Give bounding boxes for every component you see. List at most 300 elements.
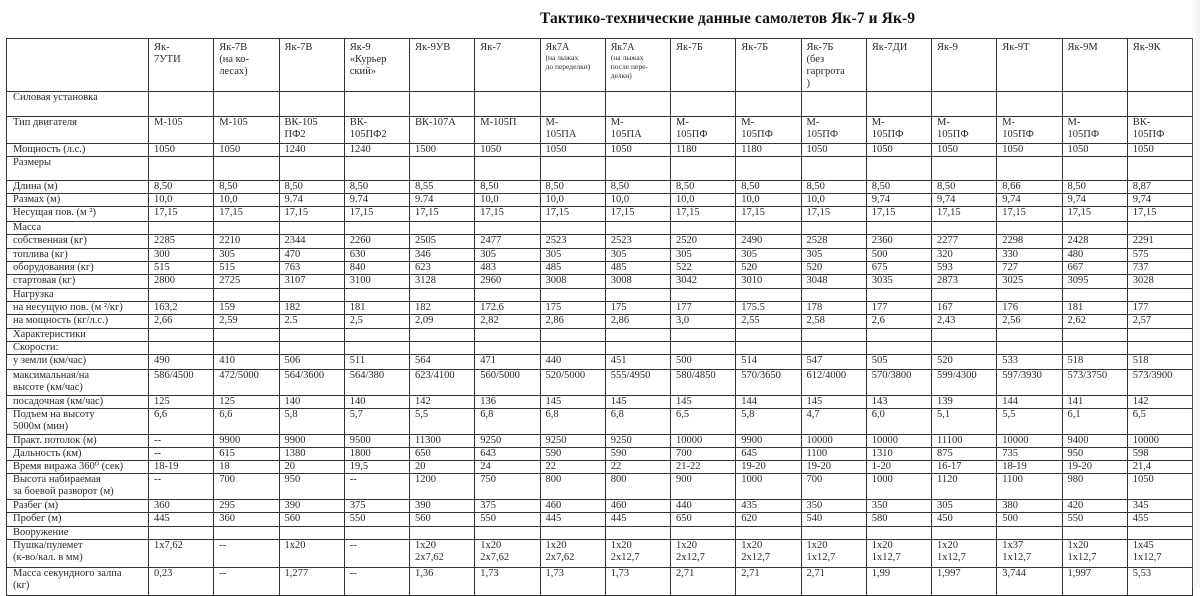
value-cell: М-105П [475,117,540,144]
value-cell [344,157,409,181]
value-cell: 8,50 [671,181,736,194]
value-cell: 1,997 [1062,568,1127,596]
value-cell: 8,50 [344,181,409,194]
value-cell: 1x20 2x7,62 [540,540,605,568]
value-cell [540,157,605,181]
value-cell: 167 [932,302,997,315]
value-cell: 305 [932,500,997,513]
value-cell: 700 [671,448,736,461]
section-row [7,222,1193,235]
value-cell [214,289,279,302]
value-cell [605,222,670,235]
value-cell: 22 [605,461,670,474]
value-cell [475,527,540,540]
value-cell [736,527,801,540]
value-cell: 1240 [279,144,344,157]
value-cell: 8,50 [932,181,997,194]
row-label: Мощность (л.с.) [7,144,149,157]
value-cell [1127,92,1192,117]
value-cell: 1180 [671,144,736,157]
value-cell: 17,15 [671,207,736,222]
section-row [7,289,1193,302]
value-cell: 172.6 [475,302,540,315]
value-cell: 980 [1062,474,1127,500]
row-label: максимальная/на высоте (км/час) [7,370,149,396]
value-cell [866,527,931,540]
value-cell [801,527,866,540]
value-cell: 10,0 [736,194,801,207]
value-cell: 650 [410,448,475,461]
value-cell: 178 [801,302,866,315]
value-cell: 420 [1062,500,1127,513]
value-cell: 800 [540,474,605,500]
value-cell: 515 [214,262,279,275]
value-cell: 3010 [736,275,801,289]
value-cell [671,222,736,235]
table-row [7,461,1193,474]
row-label: Разбег (м) [7,500,149,513]
value-cell: 10,0 [801,194,866,207]
value-cell: 550 [1062,513,1127,527]
value-cell: 6,1 [1062,409,1127,435]
value-cell: 1050 [149,144,214,157]
value-cell: ВК- 105ПФ2 [344,117,409,144]
value-cell: 182 [410,302,475,315]
value-cell: 2,71 [736,568,801,596]
value-cell: 145 [605,396,670,409]
value-cell [801,157,866,181]
value-cell: 24 [475,461,540,474]
value-cell [540,222,605,235]
value-cell: 800 [605,474,670,500]
value-cell [475,289,540,302]
value-cell: 547 [801,355,866,370]
value-cell: 305 [605,249,670,262]
value-cell: 518 [1127,355,1192,370]
value-cell: 18 [214,461,279,474]
value-cell: 3128 [410,275,475,289]
value-cell: 142 [410,396,475,409]
row-label: на мощность (кг/л.с.) [7,315,149,329]
column-header: Як-7Б [736,39,801,92]
value-cell [214,92,279,117]
value-cell: 360 [214,513,279,527]
value-cell: 8,50 [540,181,605,194]
value-cell: 460 [605,500,670,513]
value-cell: 17,15 [605,207,670,222]
value-cell: 305 [801,249,866,262]
value-cell: 140 [279,396,344,409]
value-cell [997,222,1062,235]
value-cell: 9,74 [1062,194,1127,207]
value-cell: 560/5000 [475,370,540,396]
value-cell: 533 [997,355,1062,370]
column-header: Як-7ДИ [866,39,931,92]
value-cell: 8,87 [1127,181,1192,194]
value-cell [866,222,931,235]
page-title: Тактико-технические данные самолетов Як-7 и Як-9 [540,10,916,27]
value-cell: 6,0 [866,409,931,435]
row-label: Подъем на высоту 5000м (мин) [7,409,149,435]
value-cell: 2277 [932,235,997,249]
value-cell: 6,8 [475,409,540,435]
value-cell: 506 [279,355,344,370]
value-cell: 10,0 [475,194,540,207]
value-cell: 0,23 [149,568,214,596]
value-cell: М-105 [214,117,279,144]
row-label: Время виража 360⁰ (сек) [7,461,149,474]
table-row [7,235,1193,249]
value-cell: 177 [671,302,736,315]
row-label: Длина (м) [7,181,149,194]
value-cell: 350 [866,500,931,513]
value-cell [279,92,344,117]
value-cell: 550 [344,513,409,527]
value-cell: М- 105ПА [605,117,670,144]
value-cell: 410 [214,355,279,370]
value-cell: 17,15 [214,207,279,222]
value-cell: -- [214,568,279,596]
value-cell: 440 [540,355,605,370]
value-cell: 2,56 [997,315,1062,329]
value-cell: 5,8 [736,409,801,435]
value-cell [475,157,540,181]
table-row [7,181,1193,194]
value-cell: 555/4950 [605,370,670,396]
value-cell [214,222,279,235]
value-cell: 9.74 [410,194,475,207]
value-cell: 346 [410,249,475,262]
value-cell: 140 [344,396,409,409]
value-cell: 9,74 [866,194,931,207]
value-cell [344,342,409,355]
value-cell [540,92,605,117]
value-cell [1062,527,1127,540]
value-cell: 1310 [866,448,931,461]
value-cell: 10,0 [214,194,279,207]
table-row [7,315,1193,329]
value-cell: 2523 [540,235,605,249]
value-cell [997,289,1062,302]
value-cell: 1380 [279,448,344,461]
value-cell [1127,289,1192,302]
value-cell: 10,0 [540,194,605,207]
row-label: Пробег (м) [7,513,149,527]
value-cell: 125 [149,396,214,409]
value-cell: 2,57 [1127,315,1192,329]
table-row [7,435,1193,448]
value-cell: 8,50 [279,181,344,194]
value-cell: 6,6 [149,409,214,435]
value-cell [149,329,214,342]
value-cell [997,527,1062,540]
value-cell: 560 [279,513,344,527]
value-cell: 10000 [671,435,736,448]
value-cell: 21-22 [671,461,736,474]
value-cell: 3025 [997,275,1062,289]
value-cell: 518 [1062,355,1127,370]
value-cell [671,157,736,181]
value-cell: 3008 [605,275,670,289]
table-row [7,568,1193,596]
value-cell: 564 [410,355,475,370]
table-row [7,275,1193,289]
value-cell: 2210 [214,235,279,249]
value-cell: 5,5 [997,409,1062,435]
table-row [7,448,1193,461]
column-header: Як-7Б (без гаргрота ) [801,39,866,92]
value-cell: 750 [475,474,540,500]
value-cell [997,329,1062,342]
value-cell: 2360 [866,235,931,249]
value-cell: 19-20 [736,461,801,474]
value-cell [932,342,997,355]
value-cell: 472/5000 [214,370,279,396]
value-cell [736,329,801,342]
value-cell: 181 [1062,302,1127,315]
value-cell: 1x20 1x12,7 [801,540,866,568]
value-cell: 305 [475,249,540,262]
value-cell: -- [149,448,214,461]
value-cell: 445 [540,513,605,527]
value-cell: 8,55 [410,181,475,194]
value-cell: 460 [540,500,605,513]
table-row [7,370,1193,396]
value-cell: 305 [736,249,801,262]
value-cell [149,157,214,181]
value-cell: 21,4 [1127,461,1192,474]
value-cell: 5,1 [932,409,997,435]
value-cell: 163,2 [149,302,214,315]
value-cell: 2298 [997,235,1062,249]
value-cell: 9250 [475,435,540,448]
value-cell: 2960 [475,275,540,289]
value-cell: 305 [214,249,279,262]
value-cell: 17,15 [997,207,1062,222]
value-cell: 440 [671,500,736,513]
value-cell [214,329,279,342]
value-cell: М-105 [149,117,214,144]
value-cell [279,157,344,181]
value-cell [540,527,605,540]
value-cell: 175 [540,302,605,315]
column-header: Як-9УВ [410,39,475,92]
value-cell [214,342,279,355]
value-cell: 2477 [475,235,540,249]
value-cell: 19-20 [801,461,866,474]
value-cell: 2344 [279,235,344,249]
row-label: посадочная (км/час) [7,396,149,409]
value-cell: 11300 [410,435,475,448]
value-cell [149,342,214,355]
value-cell: 1,36 [410,568,475,596]
value-cell: 9250 [605,435,670,448]
value-cell: 900 [671,474,736,500]
value-cell: 8,66 [997,181,1062,194]
value-cell: 520 [736,262,801,275]
value-cell: 564/380 [344,370,409,396]
value-cell: 2873 [932,275,997,289]
value-cell: 1,73 [605,568,670,596]
scan-shadow [1190,0,1200,588]
value-cell: 500 [866,249,931,262]
value-cell [736,92,801,117]
value-cell: 615 [214,448,279,461]
table-row [7,500,1193,513]
header-row [7,39,1193,92]
value-cell: 175 [605,302,670,315]
row-label: Тип двигателя [7,117,149,144]
column-header: Як-7В (на ко- лесах) [214,39,279,92]
row-label: топлива (кг) [7,249,149,262]
value-cell [605,92,670,117]
value-cell [214,527,279,540]
value-cell: 2490 [736,235,801,249]
value-cell: 6,8 [540,409,605,435]
value-cell: 8,50 [605,181,670,194]
value-cell: 455 [1127,513,1192,527]
value-cell: 2,86 [605,315,670,329]
value-cell: М- 105ПФ [932,117,997,144]
value-cell: 623 [410,262,475,275]
value-cell: 8,50 [736,181,801,194]
value-cell [475,342,540,355]
value-cell: 2,6 [866,315,931,329]
value-cell [1062,342,1127,355]
value-cell: 1x20 2x7,62 [475,540,540,568]
value-cell: -- [344,540,409,568]
value-cell: 9250 [540,435,605,448]
value-cell: 9500 [344,435,409,448]
row-label: Высота набираемая за боевой разворот (м) [7,474,149,500]
value-cell: 598 [1127,448,1192,461]
value-cell: 560 [410,513,475,527]
value-cell: 490 [149,355,214,370]
value-cell: 2,09 [410,315,475,329]
value-cell: 9900 [279,435,344,448]
value-cell: 19-20 [1062,461,1127,474]
value-cell: 2523 [605,235,670,249]
value-cell: 375 [344,500,409,513]
value-cell: 17,15 [1062,207,1127,222]
value-cell: 480 [1062,249,1127,262]
value-cell [344,289,409,302]
value-cell: 1800 [344,448,409,461]
value-cell: 667 [1062,262,1127,275]
value-cell [671,289,736,302]
value-cell [997,342,1062,355]
value-cell [1062,92,1127,117]
value-cell: 5,8 [279,409,344,435]
value-cell: -- [149,435,214,448]
value-cell: -- [214,540,279,568]
value-cell: 125 [214,396,279,409]
value-cell: 1120 [932,474,997,500]
value-cell [410,342,475,355]
value-cell: 1x20 1x12,7 [1062,540,1127,568]
value-cell [932,289,997,302]
value-cell: 586/4500 [149,370,214,396]
value-cell: 2,62 [1062,315,1127,329]
value-cell [1062,157,1127,181]
value-cell: 875 [932,448,997,461]
value-cell: 144 [997,396,1062,409]
value-cell: 375 [475,500,540,513]
value-cell [410,289,475,302]
value-cell: ВК-107А [410,117,475,144]
value-cell: 1050 [475,144,540,157]
value-cell: 6,5 [1127,409,1192,435]
value-cell: 17,15 [736,207,801,222]
value-cell: ВК- 105ПФ [1127,117,1192,144]
value-cell: 177 [866,302,931,315]
value-cell: М- 105ПФ [671,117,736,144]
value-cell: 450 [932,513,997,527]
value-cell: 3100 [344,275,409,289]
value-cell: 763 [279,262,344,275]
section-row [7,157,1193,181]
section-row [7,527,1193,540]
value-cell: 1-20 [866,461,931,474]
value-cell [932,92,997,117]
value-cell [1127,329,1192,342]
value-cell [1127,157,1192,181]
value-cell: 1x45 1x12,7 [1127,540,1192,568]
value-cell [149,527,214,540]
value-cell [866,342,931,355]
value-cell [410,329,475,342]
value-cell: 175.5 [736,302,801,315]
value-cell: 471 [475,355,540,370]
value-cell: 145 [671,396,736,409]
value-cell: 9,74 [997,194,1062,207]
value-cell: 570/3800 [866,370,931,396]
row-label: Несущая пов. (м ²) [7,207,149,222]
table-row [7,302,1193,315]
section-row [7,92,1193,117]
value-cell: 2,86 [540,315,605,329]
value-cell: 17,15 [410,207,475,222]
value-cell [671,527,736,540]
value-cell: 511 [344,355,409,370]
value-cell: 350 [801,500,866,513]
corner-cell [7,39,149,92]
value-cell: 16-17 [932,461,997,474]
value-cell: 145 [540,396,605,409]
value-cell: 522 [671,262,736,275]
value-cell: 380 [997,500,1062,513]
value-cell: 8,50 [866,181,931,194]
row-label: стартовая (кг) [7,275,149,289]
value-cell: 141 [1062,396,1127,409]
value-cell: 727 [997,262,1062,275]
column-header: Як-7В [279,39,344,92]
value-cell [801,329,866,342]
value-cell: 570/3650 [736,370,801,396]
value-cell [605,157,670,181]
value-cell [540,342,605,355]
value-cell: 2260 [344,235,409,249]
value-cell: 3095 [1062,275,1127,289]
column-header: Як7А (на лыжах после пере- делки) [605,39,670,92]
value-cell [605,527,670,540]
value-cell: 5,53 [1127,568,1192,596]
value-cell: 2.5 [279,315,344,329]
row-label: Размах (м) [7,194,149,207]
value-cell: 8,50 [149,181,214,194]
table-row [7,262,1193,275]
value-cell: 735 [997,448,1062,461]
